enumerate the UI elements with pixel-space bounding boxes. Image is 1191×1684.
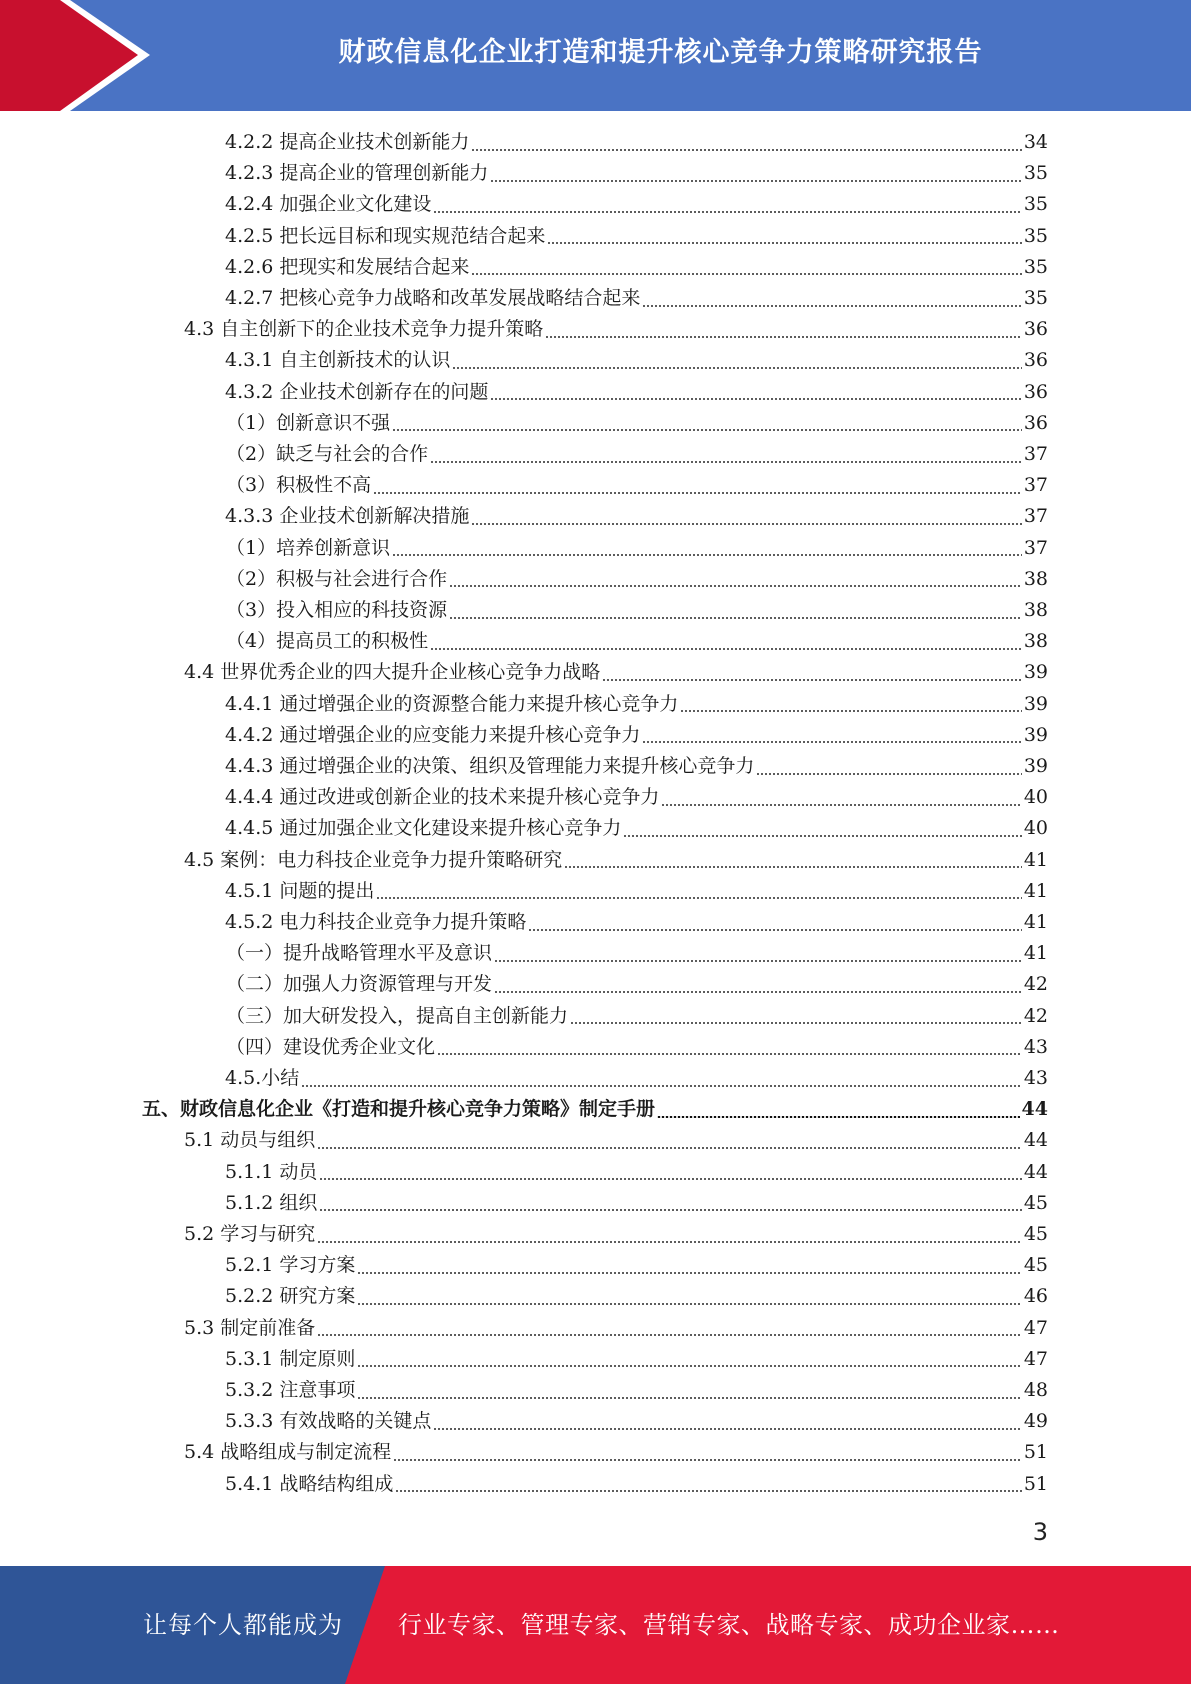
toc-dot-leader [317, 1334, 1022, 1336]
toc-entry[interactable] [225, 252, 1048, 283]
toc-entry-title: 5.1.2 组织 [225, 1191, 318, 1214]
toc-entry[interactable] [226, 626, 1048, 657]
toc-entry-page: 39 [1023, 755, 1048, 777]
toc-entry[interactable] [225, 1157, 1048, 1188]
toc-entry[interactable] [225, 189, 1048, 220]
toc-dot-leader [494, 991, 1022, 993]
toc-entry-title: 4.3.3 企业技术创新解决措施 [225, 505, 470, 528]
toc-dot-leader [452, 367, 1021, 369]
toc-dot-leader [564, 866, 1022, 868]
toc-entry-page: 44 [1023, 1129, 1048, 1152]
toc-entry-title: 5.1.1 动员 [225, 1160, 318, 1183]
toc-entry[interactable] [184, 845, 1048, 876]
toc-dot-leader [642, 305, 1021, 307]
toc-entry[interactable] [225, 1406, 1048, 1437]
toc-entry[interactable] [225, 782, 1048, 813]
toc-entry-title: 4.2.5 把长远目标和现实规范结合起来 [225, 224, 546, 247]
toc-entry[interactable] [226, 969, 1048, 1000]
toc-entry-title: 5.2.1 学习方案 [225, 1254, 356, 1277]
toc-entry-page: 40 [1023, 786, 1048, 809]
page-header [0, 0, 1191, 111]
toc-entry-page: 42 [1023, 1004, 1048, 1027]
toc-entry[interactable] [225, 1250, 1048, 1281]
toc-entry[interactable] [225, 1281, 1048, 1312]
toc-dot-leader [437, 1053, 1022, 1055]
toc-entry-title: 4.5.小结 [225, 1067, 300, 1089]
toc-entry-page: 43 [1023, 1067, 1048, 1089]
toc-dot-leader [319, 1178, 1021, 1180]
toc-entry-page: 41 [1023, 911, 1048, 933]
toc-entry[interactable] [226, 595, 1048, 626]
toc-entry[interactable] [226, 533, 1048, 564]
toc-entry-title: 4.4.3 通过增强企业的决策、组织及管理能力来提升核心竞争力 [225, 755, 755, 777]
toc-dot-leader [547, 242, 1021, 244]
toc-dot-leader [357, 1365, 1021, 1367]
toc-entry[interactable] [226, 564, 1048, 595]
toc-entry-title: （1）培养创新意识 [226, 536, 391, 559]
chevron-arrow-icon [0, 0, 160, 111]
toc-entry-page: 45 [1023, 1223, 1048, 1245]
toc-entry[interactable] [225, 720, 1048, 751]
toc-dot-leader [570, 1022, 1022, 1024]
toc-dot-leader [373, 492, 1022, 494]
toc-entry-page: 36 [1023, 411, 1048, 434]
toc-entry[interactable] [184, 1313, 1048, 1344]
toc-entry[interactable] [226, 1001, 1048, 1032]
toc-dot-leader [357, 1272, 1021, 1274]
toc-entry-page: 40 [1023, 817, 1048, 840]
toc-dot-leader [642, 741, 1021, 743]
toc-entry-title: 4.2.2 提高企业技术创新能力 [225, 131, 470, 153]
toc-entry-page: 48 [1023, 1379, 1048, 1401]
toc-entry-page: 44 [1021, 1098, 1048, 1121]
toc-entry-page: 38 [1023, 599, 1048, 621]
toc-entry-page: 41 [1023, 942, 1048, 965]
toc-entry-page: 49 [1023, 1410, 1048, 1433]
toc-entry-page: 39 [1023, 661, 1048, 684]
toc-entry-title: 4.5.1 问题的提出 [225, 879, 375, 902]
toc-entry-title: 5.3 制定前准备 [184, 1316, 316, 1339]
toc-entry[interactable] [225, 221, 1048, 252]
toc-entry-title: 4.4.1 通过增强企业的资源整合能力来提升核心竞争力 [225, 692, 679, 715]
toc-entry-page: 39 [1023, 692, 1048, 715]
toc-entry[interactable] [142, 1094, 1048, 1125]
toc-entry-title: （二）加强人力资源管理与开发 [226, 973, 493, 996]
toc-entry-title: 4.2.6 把现实和发展结合起来 [225, 255, 470, 278]
toc-entry-title: 5.3.2 注意事项 [225, 1379, 356, 1401]
footer-roles: 行业专家、管理专家、营销专家、战略专家、成功企业家…… [398, 1611, 1060, 1639]
toc-entry-title: 5.3.1 制定原则 [225, 1347, 356, 1370]
toc-dot-leader [657, 1116, 1020, 1118]
toc-entry[interactable] [225, 158, 1048, 189]
toc-dot-leader [319, 1209, 1021, 1211]
toc-entry-title: 4.5 案例：电力科技企业竞争力提升策略研究 [184, 848, 563, 871]
toc-dot-leader [392, 554, 1022, 556]
toc-entry[interactable] [225, 1375, 1048, 1406]
toc-entry-page: 45 [1023, 1254, 1048, 1277]
toc-entry-title: （三）加大研发投入，提高自主创新能力 [226, 1004, 569, 1027]
toc-entry-page: 44 [1023, 1160, 1048, 1183]
toc-entry[interactable] [184, 314, 1048, 345]
toc-dot-leader [680, 710, 1021, 712]
toc-dot-leader [301, 1085, 1022, 1087]
toc-entry-title: 4.4.5 通过加强企业文化建设来提升核心竞争力 [225, 817, 622, 840]
toc-dot-leader [430, 461, 1022, 463]
toc-entry-title: 5.2.2 研究方案 [225, 1285, 356, 1308]
toc-dot-leader [602, 679, 1022, 681]
toc-entry[interactable] [225, 876, 1048, 907]
toc-dot-leader [756, 773, 1021, 775]
toc-dot-leader [545, 336, 1022, 338]
toc-entry-page: 39 [1023, 723, 1048, 746]
toc-entry-title: （2）缺乏与社会的合作 [226, 443, 429, 465]
toc-entry-title: （3）积极性不高 [226, 474, 372, 497]
toc-dot-leader [357, 1303, 1021, 1305]
toc-dot-leader [471, 523, 1021, 525]
toc-entry-page: 37 [1023, 474, 1048, 497]
toc-dot-leader [623, 835, 1021, 837]
toc-entry-page: 36 [1023, 380, 1048, 403]
toc-entry-title: 5.2 学习与研究 [184, 1223, 316, 1245]
toc-entry[interactable] [184, 1219, 1048, 1250]
toc-dot-leader [471, 273, 1021, 275]
toc-dot-leader [661, 804, 1021, 806]
toc-entry-page: 45 [1023, 1191, 1048, 1214]
page-footer [0, 1566, 1191, 1684]
toc-entry-title: （2）积极与社会进行合作 [226, 567, 448, 590]
toc-entry-page: 35 [1023, 255, 1048, 278]
toc-entry[interactable] [226, 470, 1048, 501]
toc-entry[interactable] [226, 938, 1048, 969]
toc-entry-page: 36 [1023, 349, 1048, 372]
toc-entry-title: 5.1 动员与组织 [184, 1129, 316, 1152]
toc-entry[interactable] [225, 1469, 1048, 1500]
toc-dot-leader [490, 398, 1021, 400]
toc-dot-leader [433, 1428, 1021, 1430]
toc-entry[interactable] [225, 1344, 1048, 1375]
toc-entry-page: 41 [1023, 848, 1048, 871]
toc-entry-page: 38 [1023, 630, 1048, 653]
toc-entry-title: 5.3.3 有效战略的关键点 [225, 1410, 432, 1433]
toc-entry-title: （4）提高员工的积极性 [226, 630, 429, 653]
toc-entry-page: 37 [1023, 505, 1048, 528]
toc-entry[interactable] [184, 657, 1048, 688]
toc-entry-title: 4.5.2 电力科技企业竞争力提升策略 [225, 911, 527, 933]
toc-entry-page: 47 [1023, 1347, 1048, 1370]
toc-dot-leader [433, 211, 1021, 213]
toc-entry-title: （一）提升战略管理水平及意识 [226, 942, 493, 965]
toc-entry[interactable] [225, 907, 1048, 938]
toc-entry-title: 5.4 战略组成与制定流程 [184, 1441, 392, 1464]
toc-entry-title: （1）创新意识不强 [226, 411, 391, 434]
toc-entry-title: 五、财政信息化企业《打造和提升核心竞争力策略》制定手册 [142, 1098, 656, 1121]
toc-entry-page: 35 [1023, 287, 1048, 309]
toc-entry-page: 37 [1023, 443, 1048, 465]
toc-entry-page: 35 [1023, 162, 1048, 185]
toc-entry[interactable] [184, 1437, 1048, 1468]
toc-entry[interactable] [225, 689, 1048, 720]
toc-entry[interactable] [225, 345, 1048, 376]
toc-entry-page: 51 [1023, 1441, 1048, 1464]
toc-entry-page: 34 [1023, 131, 1048, 153]
toc-entry-page: 37 [1023, 536, 1048, 559]
toc-dot-leader [393, 1459, 1022, 1461]
toc-entry[interactable] [225, 501, 1048, 532]
toc-entry-title: 4.4.2 通过增强企业的应变能力来提升核心竞争力 [225, 723, 641, 746]
toc-entry[interactable] [226, 408, 1048, 439]
toc-entry-title: 4.4.4 通过改进或创新企业的技术来提升核心竞争力 [225, 786, 660, 809]
toc-entry-page: 46 [1023, 1285, 1048, 1308]
report-title: 财政信息化企业打造和提升核心竞争力策略研究报告 [338, 36, 983, 68]
toc-dot-leader [395, 1490, 1021, 1492]
toc-entry-title: （四）建设优秀企业文化 [226, 1035, 436, 1058]
toc-entry-title: 4.2.4 加强企业文化建设 [225, 193, 432, 216]
toc-entry[interactable] [225, 813, 1048, 844]
page-number: 3 [1032, 1518, 1048, 1546]
toc-entry-title: 4.3 自主创新下的企业技术竞争力提升策略 [184, 318, 544, 341]
toc-entry-page: 43 [1023, 1035, 1048, 1058]
toc-entry-title: （3）投入相应的科技资源 [226, 599, 448, 621]
toc-dot-leader [317, 1147, 1022, 1149]
toc-entry-page: 42 [1023, 973, 1048, 996]
toc-dot-leader [490, 180, 1021, 182]
toc-entry-page: 35 [1023, 224, 1048, 247]
toc-entry[interactable] [225, 377, 1048, 408]
toc-entry-title: 5.4.1 战略结构组成 [225, 1472, 394, 1495]
toc-entry-page: 38 [1023, 567, 1048, 590]
toc-dot-leader [376, 897, 1021, 899]
toc-entry-title: 4.3.1 自主创新技术的认识 [225, 349, 451, 372]
toc-dot-leader [528, 929, 1021, 931]
toc-entry[interactable] [225, 127, 1048, 158]
toc-entry[interactable] [184, 1125, 1048, 1156]
toc-dot-leader [357, 1397, 1021, 1399]
footer-slogan: 让每个人都能成为 [143, 1611, 343, 1639]
toc-entry-page: 51 [1023, 1472, 1048, 1495]
toc-entry-title: 4.2.3 提高企业的管理创新能力 [225, 162, 489, 185]
toc-entry[interactable] [225, 283, 1048, 314]
toc-dot-leader [449, 585, 1022, 587]
toc-entry[interactable] [225, 751, 1048, 782]
toc-entry[interactable] [225, 1063, 1048, 1094]
toc-dot-leader [317, 1241, 1022, 1243]
toc-dot-leader [430, 648, 1022, 650]
toc-entry[interactable] [225, 1188, 1048, 1219]
toc-dot-leader [392, 429, 1022, 431]
toc-entry-title: 4.3.2 企业技术创新存在的问题 [225, 380, 489, 403]
toc-entry-title: 4.2.7 把核心竞争力战略和改革发展战略结合起来 [225, 287, 641, 309]
toc-entry-page: 35 [1023, 193, 1048, 216]
toc-dot-leader [471, 149, 1021, 151]
toc-dot-leader [494, 960, 1022, 962]
toc-dot-leader [449, 617, 1022, 619]
toc-entry-page: 41 [1023, 879, 1048, 902]
toc-entry-page: 36 [1023, 318, 1048, 341]
toc-entry-page: 47 [1023, 1316, 1048, 1339]
toc-entry-title: 4.4 世界优秀企业的四大提升企业核心竞争力战略 [184, 661, 601, 684]
toc-entry[interactable] [226, 439, 1048, 470]
toc-entry[interactable] [226, 1032, 1048, 1063]
